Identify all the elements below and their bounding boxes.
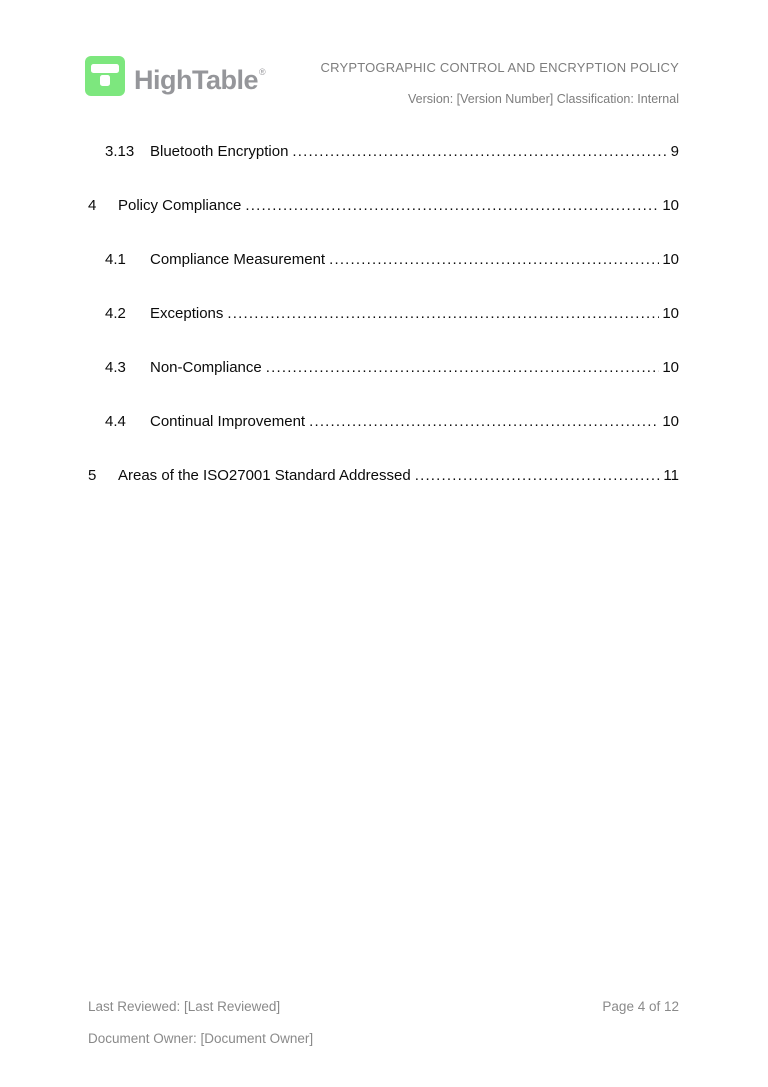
- page-number-indicator: Page 4 of 12: [602, 999, 679, 1014]
- toc-entry-4-4[interactable]: [88, 413, 679, 433]
- toc-entry-number: 4.1: [105, 251, 126, 268]
- table-leg-bar: [100, 75, 110, 86]
- toc-entry-page: 10: [662, 305, 679, 322]
- hightable-table-icon: [85, 56, 125, 96]
- toc-entry-page: 10: [662, 251, 679, 268]
- toc-entry-4[interactable]: [88, 197, 679, 217]
- toc-entry-title: Policy Compliance: [118, 197, 242, 214]
- document-title: CRYPTOGRAPHIC CONTROL AND ENCRYPTION POLICY: [320, 60, 679, 75]
- toc-entry-4-2[interactable]: [88, 305, 679, 325]
- table-top-bar: [91, 64, 119, 73]
- toc-entry-title: Bluetooth Encryption: [150, 143, 289, 160]
- registered-trademark-symbol: ®: [259, 67, 266, 77]
- dot-leader: [266, 359, 660, 376]
- toc-entry-number: 4.3: [105, 359, 126, 376]
- dot-leader: [309, 413, 659, 430]
- hightable-logo: [85, 52, 265, 100]
- toc-entry-page: 11: [663, 467, 679, 484]
- dot-leader: [415, 467, 661, 484]
- toc-entry-number: 4.4: [105, 413, 126, 430]
- toc-entry-5[interactable]: [88, 467, 679, 487]
- toc-entry-title: Compliance Measurement: [150, 251, 326, 268]
- toc-entry-title: Exceptions: [150, 305, 224, 322]
- table-of-contents: [88, 143, 679, 521]
- dot-leader: [245, 197, 659, 214]
- last-reviewed-label: Last Reviewed: [Last Reviewed]: [88, 999, 281, 1014]
- toc-entry-3-13[interactable]: [88, 143, 679, 163]
- dot-leader: [227, 305, 659, 322]
- header-text-block: [321, 52, 679, 106]
- dot-leader: [329, 251, 659, 268]
- toc-entry-number: 5: [88, 467, 97, 484]
- dot-leader: [292, 143, 667, 160]
- toc-entry-title: Areas of the ISO27001 Standard Addressed: [118, 467, 411, 484]
- page-header: [85, 52, 679, 106]
- brand-wordmark: [134, 52, 265, 100]
- document-owner-label: Document Owner: [Document Owner]: [88, 1031, 314, 1046]
- toc-entry-4-3[interactable]: [88, 359, 679, 379]
- toc-entry-4-1[interactable]: [88, 251, 679, 271]
- version-classification: Version: [Version Number] Classification: Internal: [408, 92, 679, 106]
- toc-entry-title: Non-Compliance: [150, 359, 262, 376]
- brand-name: HighTable: [134, 65, 259, 95]
- toc-entry-page: 10: [662, 197, 679, 214]
- toc-entry-title: Continual Improvement: [150, 413, 306, 430]
- toc-entry-page: 10: [662, 413, 679, 430]
- toc-entry-page: 9: [670, 143, 679, 160]
- toc-entry-number: 4.2: [105, 305, 126, 322]
- toc-entry-number: 3.13: [105, 143, 135, 160]
- toc-entry-page: 10: [662, 359, 679, 376]
- toc-entry-number: 4: [88, 197, 97, 214]
- page-footer: [88, 999, 679, 1046]
